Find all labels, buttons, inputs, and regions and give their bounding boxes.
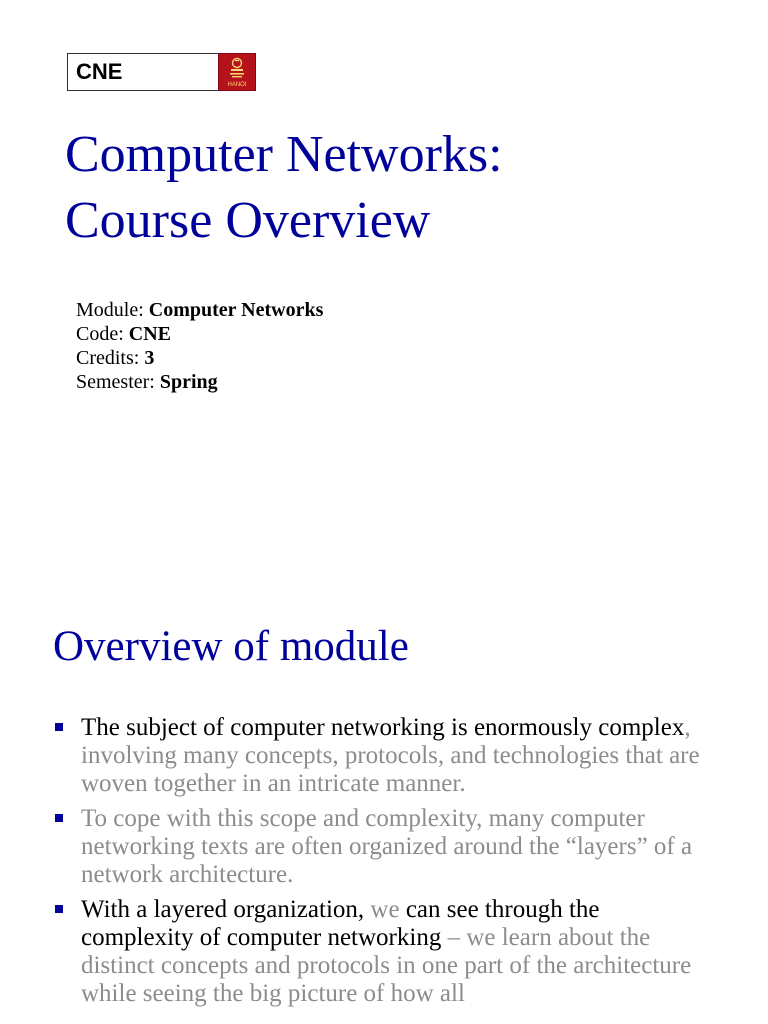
meta-label: Code:	[76, 323, 129, 345]
meta-label: Module:	[76, 299, 149, 321]
meta-module	[76, 298, 323, 322]
section-title: Overview of module	[53, 623, 409, 670]
meta-code	[76, 322, 323, 346]
bullet-text-segment: The subject of computer networking is enormously complex	[81, 714, 685, 741]
title-line-1: Computer Networks:	[65, 126, 503, 183]
meta-value: Spring	[159, 371, 218, 393]
list-item	[52, 896, 712, 1008]
overview-bullet-list	[52, 714, 712, 1015]
bullet-text-segment: – we learn about the distinct concepts and protocols in one part of the architecture while seeing the big picture of how all	[81, 924, 692, 1007]
square-bullet-icon	[55, 723, 63, 731]
page-title	[65, 122, 503, 254]
meta-label: Credits:	[76, 347, 145, 369]
meta-value: 3	[144, 347, 155, 369]
bullet-text-segment: , involving many concepts, protocols, and technologies that are woven together in an intricate manner.	[81, 714, 700, 797]
meta-credits	[76, 346, 323, 370]
bullet-text-segment: To cope with this scope and complexity, many computer networking texts are often organized around the “layers” of a network architecture.	[81, 805, 693, 888]
course-logo	[67, 53, 256, 91]
bullet-text-segment: we	[370, 896, 406, 923]
course-meta	[76, 298, 323, 394]
list-item	[52, 714, 712, 798]
bullet-text-segment: With a layered organization,	[81, 896, 371, 923]
emblem-label: HANOI	[227, 81, 247, 88]
square-bullet-icon	[55, 814, 63, 822]
logo-text: CNE	[76, 59, 123, 84]
emblem-seal-icon	[226, 57, 248, 81]
meta-value: Computer Networks	[148, 299, 324, 321]
title-line-2: Course Overview	[65, 192, 431, 249]
bullet-text-segment: can see through the complexity of computer networking	[81, 896, 600, 951]
meta-label: Semester:	[76, 371, 160, 393]
meta-semester	[76, 370, 323, 394]
square-bullet-icon	[55, 905, 63, 913]
meta-value: CNE	[128, 323, 172, 345]
university-emblem-icon	[218, 53, 256, 91]
list-item	[52, 805, 712, 889]
